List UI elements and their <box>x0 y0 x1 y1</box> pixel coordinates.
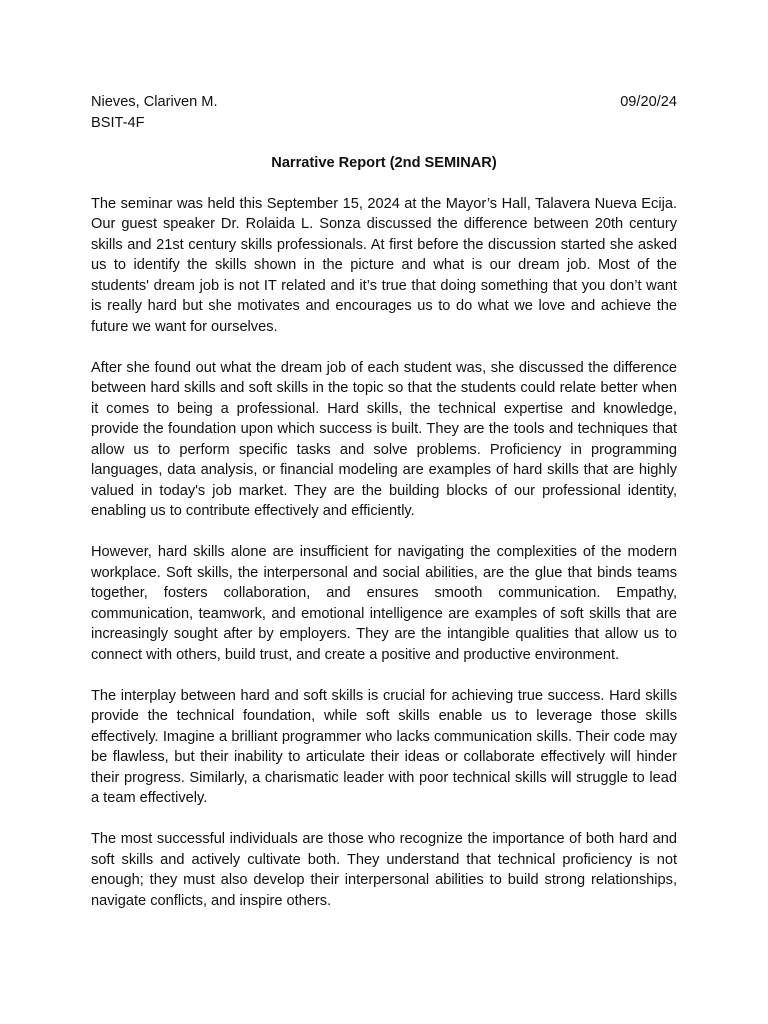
paragraph: The interplay between hard and soft skills is crucial for achieving true success. Hard skills provide the technical foundation, while soft skills enable us to leverage those skills effectively. Imagine a brilliant programmer who lacks communication skills. Their code may be flawless, but their inability to articulate their ideas or collaborate effectively will hinder their progress. Similarly, a charismatic leader with poor technical skills will struggle to lead a team effectively. <box>91 687 677 806</box>
paragraph: The most successful individuals are those who recognize the importance of both hard and soft skills and actively cultivate both. They understand that technical proficiency is not enough; they must also develop their interpersonal abilities to build strong relationships, navigate conflicts, and inspire others. <box>91 831 677 909</box>
paragraph: However, hard skills alone are insufficient for navigating the complexities of the modern workplace. Soft skills, the interpersonal and social abilities, are the glue that binds teams together, fosters collaboration, and ensures smooth communication. Empathy, communication, teamwork, and emotional intelligence are examples of soft skills that are increasingly sought after by employers. They are the intangible qualities that allow us to connect with others, build trust, and create a positive and productive environment. <box>91 544 677 663</box>
author-name: Nieves, Clariven M. <box>91 94 218 110</box>
document-page <box>91 92 677 932</box>
header-row <box>91 92 677 113</box>
paragraph: The seminar was held this September 15, 2024 at the Mayor’s Hall, Talavera Nueva Ecija. Our guest speaker Dr. Rolaida L. Sonza discussed the difference between 20th century skills and 21st century skills professionals. At first before the discussion started she asked us to identify the skills shown in the picture and what is our dream job. Most of the students' dream job is not IT related and it’s true that doing something that you don’t want is really hard but she motivates and encourages us to do what we love and achieve the future we want for ourselves. <box>91 195 677 335</box>
course-section: BSIT-4F <box>91 114 145 131</box>
paragraph: After she found out what the dream job of each student was, she discussed the difference between hard skills and soft skills in the topic so that the students could relate better when it comes to being a professional. Hard skills, the technical expertise and knowledge, provide the foundation upon which success is built. They are the tools and techniques that allow us to perform specific tasks and solve problems. Proficiency in programming languages, data analysis, or financial modeling are examples of hard skills that are highly valued in today's job market. They are the building blocks of our professional identity, enabling us to contribute effectively and efficiently. <box>91 359 677 519</box>
document-title: Narrative Report (2nd SEMINAR) <box>271 155 497 171</box>
report-date: 09/20/24 <box>620 94 677 110</box>
